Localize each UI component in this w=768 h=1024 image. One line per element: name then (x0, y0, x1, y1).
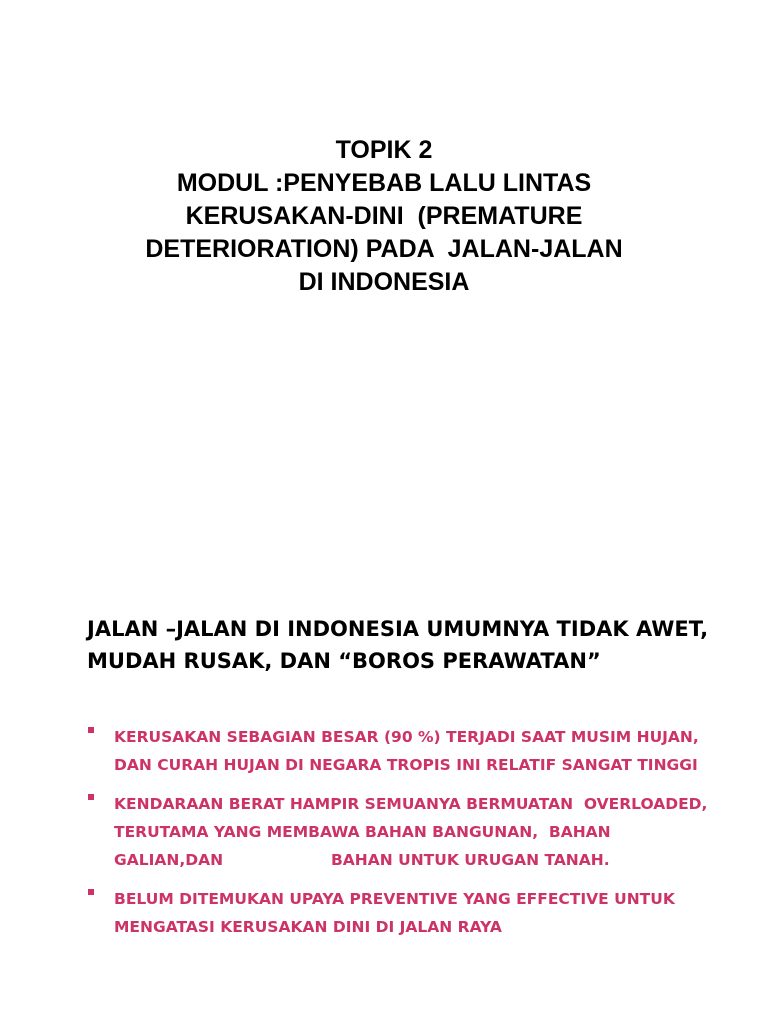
bullet-line: MENGATASI KERUSAKAN DINI DI JALAN RAYA (114, 918, 502, 936)
title-line: DETERIORATION) PADA JALAN-JALAN (145, 235, 623, 263)
title-line: DI INDONESIA (298, 268, 470, 296)
square-bullet-icon (88, 794, 94, 800)
title-line: KERUSAKAN-DINI (PREMATURE (185, 202, 583, 230)
page-title (0, 134, 768, 299)
bullet-list (0, 723, 768, 952)
bullet-item (0, 790, 768, 874)
bullet-item (0, 723, 768, 779)
square-bullet-icon (88, 727, 94, 733)
title-line: MODUL :PENYEBAB LALU LINTAS (176, 169, 592, 197)
bullet-item (0, 885, 768, 941)
square-bullet-icon (88, 889, 94, 895)
bullet-line: TERUTAMA YANG MEMBAWA BAHAN BANGUNAN, BAHAN (114, 823, 611, 841)
bullet-line: BELUM DITEMUKAN UPAYA PREVENTIVE YANG EFFECTIVE UNTUK (114, 890, 675, 908)
bullet-line: DAN CURAH HUJAN DI NEGARA TROPIS INI RELATIF SANGAT TINGGI (114, 756, 698, 774)
bullet-line: KERUSAKAN SEBAGIAN BESAR (90 %) TERJADI SAAT MUSIM HUJAN, (114, 728, 699, 746)
title-line: TOPIK 2 (335, 136, 433, 164)
bullet-line: KENDARAAN BERAT HAMPIR SEMUANYA BERMUATAN OVERLOADED, (114, 795, 708, 813)
section-heading-line: MUDAH RUSAK, DAN “BOROS PERAWATAN” (87, 649, 601, 673)
bullet-line: GALIAN,DAN BAHAN UNTUK URUGAN TANAH. (114, 851, 610, 869)
section-heading-line: JALAN –JALAN DI INDONESIA UMUMNYA TIDAK AWET, (87, 617, 709, 641)
section-heading (87, 613, 747, 677)
